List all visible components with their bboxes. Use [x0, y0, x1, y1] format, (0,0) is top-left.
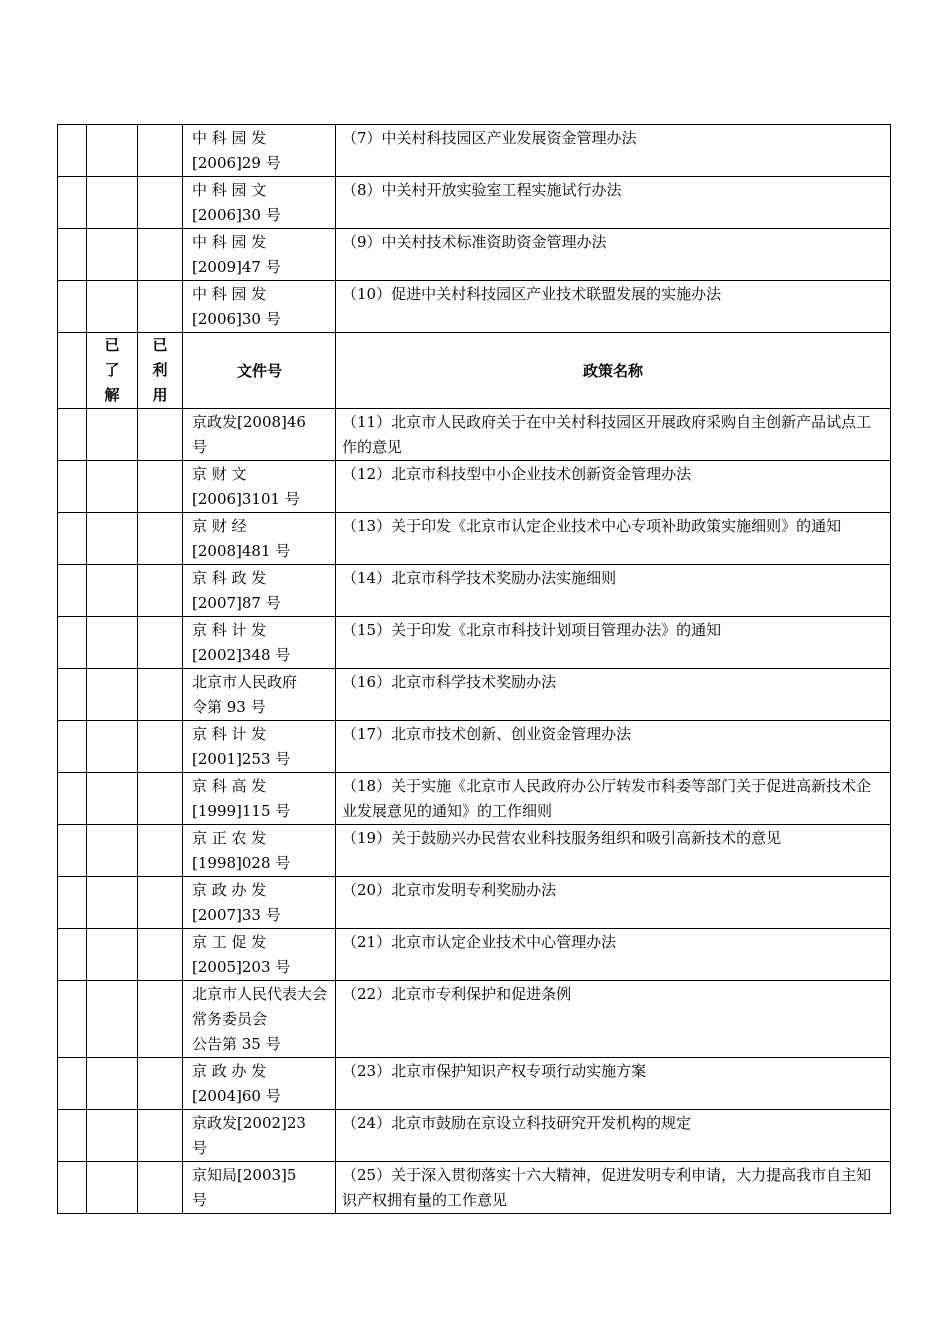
table-row [58, 125, 891, 177]
blank-left-cell [58, 929, 87, 981]
known-check-cell[interactable] [87, 1110, 138, 1162]
doc-number-line2: [2002]348 号 [192, 646, 291, 664]
doc-number-line1: 北京市人民政府 [192, 673, 298, 691]
doc-number-cell [183, 721, 336, 773]
doc-number-line1: 京 工 促 发 [192, 933, 267, 951]
doc-number-line1: 京政发[2008]46 [192, 413, 306, 431]
table-row [58, 177, 891, 229]
used-check-cell[interactable] [138, 617, 183, 669]
table-row [58, 229, 891, 281]
doc-number-cell [183, 1058, 336, 1110]
blank-left-cell [58, 565, 87, 617]
doc-number-line2: 号 [192, 438, 208, 456]
doc-number-cell [183, 1110, 336, 1162]
header-known-char-2: 了 [104, 361, 120, 379]
policy-name-cell: （20）北京市发明专利奖励办法 [336, 877, 891, 929]
blank-left-cell [58, 877, 87, 929]
table-row [58, 929, 891, 981]
doc-number-line1: 京 政 办 发 [192, 1062, 267, 1080]
doc-number-line1: 京 科 政 发 [192, 569, 267, 587]
table-row [58, 825, 891, 877]
known-check-cell[interactable] [87, 617, 138, 669]
doc-number-line2: [2007]33 号 [192, 906, 281, 924]
used-check-cell[interactable] [138, 565, 183, 617]
policy-name-cell: （22）北京市专利保护和促进条例 [336, 981, 891, 1058]
policy-name-cell: （23）北京市保护知识产权专项行动实施方案 [336, 1058, 891, 1110]
used-check-cell[interactable] [138, 981, 183, 1058]
policy-name-cell: （19）关于鼓励兴办民营农业科技服务组织和吸引高新技术的意见 [336, 825, 891, 877]
doc-number-cell [183, 125, 336, 177]
doc-number-line2: [2006]29 号 [192, 154, 281, 172]
used-check-cell[interactable] [138, 513, 183, 565]
known-check-cell[interactable] [87, 409, 138, 461]
doc-number-cell [183, 229, 336, 281]
policy-name-cell: （13）关于印发《北京市认定企业技术中心专项补助政策实施细则》的通知 [336, 513, 891, 565]
doc-number-cell [183, 409, 336, 461]
table-header-row [58, 333, 891, 409]
doc-number-cell [183, 177, 336, 229]
table-row [58, 617, 891, 669]
blank-left-cell [58, 461, 87, 513]
used-check-cell[interactable] [138, 409, 183, 461]
doc-number-line2: [2004]60 号 [192, 1087, 281, 1105]
doc-number-line1: 北京市人民代表大会常务委员会 [192, 985, 328, 1028]
known-check-cell[interactable] [87, 773, 138, 825]
known-check-cell[interactable] [87, 125, 138, 177]
doc-number-cell [183, 461, 336, 513]
policy-table-body-top [58, 125, 891, 333]
header-doc-no: 文件号 [183, 333, 336, 409]
used-check-cell[interactable] [138, 773, 183, 825]
doc-number-line2: [2005]203 号 [192, 958, 291, 976]
known-check-cell[interactable] [87, 281, 138, 333]
used-check-cell[interactable] [138, 1058, 183, 1110]
policy-name-cell: （10）促进中关村科技园区产业技术联盟发展的实施办法 [336, 281, 891, 333]
table-row [58, 669, 891, 721]
doc-number-line1: 京 正 农 发 [192, 829, 267, 847]
policy-name-cell: （14）北京市科学技术奖励办法实施细则 [336, 565, 891, 617]
table-row [58, 1110, 891, 1162]
table-row [58, 1162, 891, 1214]
known-check-cell[interactable] [87, 981, 138, 1058]
doc-number-line2: [2001]253 号 [192, 750, 291, 768]
used-check-cell[interactable] [138, 877, 183, 929]
header-used [138, 333, 183, 409]
known-check-cell[interactable] [87, 1058, 138, 1110]
doc-number-line1: 京知局[2003]5 [192, 1166, 297, 1184]
policy-name-cell: （17）北京市技术创新、创业资金管理办法 [336, 721, 891, 773]
doc-number-line2: 公告第 35 号 [192, 1035, 281, 1053]
table-row [58, 409, 891, 461]
known-check-cell[interactable] [87, 669, 138, 721]
blank-left-cell [58, 333, 87, 409]
policy-name-cell: （7）中关村科技园区产业发展资金管理办法 [336, 125, 891, 177]
used-check-cell[interactable] [138, 177, 183, 229]
doc-number-cell [183, 1162, 336, 1214]
known-check-cell[interactable] [87, 721, 138, 773]
blank-left-cell [58, 773, 87, 825]
header-known [87, 333, 138, 409]
policy-name-cell: （8）中关村开放实验室工程实施试行办法 [336, 177, 891, 229]
policy-name-cell: （25）关于深入贯彻落实十六大精神，促进发明专利申请，大力提高我市自主知识产权拥有量的工作意见 [336, 1162, 891, 1214]
blank-left-cell [58, 1162, 87, 1214]
policy-name-cell: （16）北京市科学技术奖励办法 [336, 669, 891, 721]
known-check-cell[interactable] [87, 565, 138, 617]
doc-number-line1: 中 科 园 文 [192, 181, 267, 199]
known-check-cell[interactable] [87, 177, 138, 229]
policy-table-header-section [58, 333, 891, 409]
policy-name-cell: （9）中关村技术标准资助资金管理办法 [336, 229, 891, 281]
blank-left-cell [58, 229, 87, 281]
blank-left-cell [58, 1110, 87, 1162]
table-row [58, 773, 891, 825]
doc-number-line1: 中 科 园 发 [192, 285, 267, 303]
doc-number-cell [183, 513, 336, 565]
doc-number-line2: [2006]30 号 [192, 206, 281, 224]
blank-left-cell [58, 669, 87, 721]
doc-number-cell [183, 877, 336, 929]
doc-number-line2: [2009]47 号 [192, 258, 281, 276]
known-check-cell[interactable] [87, 461, 138, 513]
header-known-char-3: 解 [104, 386, 120, 404]
used-check-cell[interactable] [138, 825, 183, 877]
known-check-cell[interactable] [87, 825, 138, 877]
doc-number-cell [183, 981, 336, 1058]
blank-left-cell [58, 617, 87, 669]
policy-name-cell: （24）北京市鼓励在京设立科技研究开发机构的规定 [336, 1110, 891, 1162]
used-check-cell[interactable] [138, 125, 183, 177]
table-row [58, 565, 891, 617]
table-row [58, 513, 891, 565]
header-used-char-3: 用 [152, 386, 168, 404]
doc-number-line1: 京 科 高 发 [192, 777, 267, 795]
table-row [58, 461, 891, 513]
doc-number-cell [183, 669, 336, 721]
used-check-cell[interactable] [138, 229, 183, 281]
doc-number-cell [183, 617, 336, 669]
blank-left-cell [58, 825, 87, 877]
doc-number-line2: [2008]481 号 [192, 542, 291, 560]
blank-left-cell [58, 125, 87, 177]
used-check-cell[interactable] [138, 461, 183, 513]
doc-number-line2: [2006]3101 号 [192, 490, 300, 508]
doc-number-line1: 京政发[2002]23 [192, 1114, 306, 1132]
doc-number-line2: [2006]30 号 [192, 310, 281, 328]
known-check-cell[interactable] [87, 513, 138, 565]
used-check-cell[interactable] [138, 669, 183, 721]
known-check-cell[interactable] [87, 1162, 138, 1214]
doc-number-line2: [2007]87 号 [192, 594, 281, 612]
doc-number-line2: 令第 93 号 [192, 698, 266, 716]
known-check-cell[interactable] [87, 877, 138, 929]
table-row [58, 981, 891, 1058]
policy-table-body-bottom [58, 409, 891, 1214]
policy-name-cell: （18）关于实施《北京市人民政府办公厅转发市科委等部门关于促进高新技术企业发展意见的通知》的工作细则 [336, 773, 891, 825]
doc-number-cell [183, 825, 336, 877]
known-check-cell[interactable] [87, 229, 138, 281]
table-row [58, 721, 891, 773]
doc-number-cell [183, 565, 336, 617]
used-check-cell[interactable] [138, 1162, 183, 1214]
blank-left-cell [58, 1058, 87, 1110]
doc-number-line2: 号 [192, 1191, 208, 1209]
used-check-cell[interactable] [138, 929, 183, 981]
header-used-char-1: 已 [152, 336, 168, 354]
blank-left-cell [58, 981, 87, 1058]
policy-name-cell: （12）北京市科技型中小企业技术创新资金管理办法 [336, 461, 891, 513]
doc-number-line2: 号 [192, 1139, 208, 1157]
doc-number-cell [183, 773, 336, 825]
blank-left-cell [58, 721, 87, 773]
doc-number-cell [183, 281, 336, 333]
table-row [58, 1058, 891, 1110]
doc-number-line2: [1998]028 号 [192, 854, 291, 872]
doc-number-line1: 京 科 计 发 [192, 725, 267, 743]
doc-number-cell [183, 929, 336, 981]
policy-table [57, 124, 891, 1214]
header-policy-name: 政策名称 [336, 333, 891, 409]
policy-name-cell: （11）北京市人民政府关于在中关村科技园区开展政府采购自主创新产品试点工作的意见 [336, 409, 891, 461]
header-known-char-1: 已 [104, 336, 120, 354]
doc-number-line1: 京 政 办 发 [192, 881, 267, 899]
used-check-cell[interactable] [138, 721, 183, 773]
blank-left-cell [58, 409, 87, 461]
doc-number-line1: 中 科 园 发 [192, 129, 267, 147]
used-check-cell[interactable] [138, 1110, 183, 1162]
blank-left-cell [58, 513, 87, 565]
policy-name-cell: （21）北京市认定企业技术中心管理办法 [336, 929, 891, 981]
policy-name-cell: （15）关于印发《北京市科技计划项目管理办法》的通知 [336, 617, 891, 669]
header-used-char-2: 利 [152, 361, 168, 379]
known-check-cell[interactable] [87, 929, 138, 981]
used-check-cell[interactable] [138, 281, 183, 333]
blank-left-cell [58, 281, 87, 333]
doc-number-line1: 京 财 文 [192, 465, 247, 483]
doc-number-line1: 京 财 经 [192, 517, 247, 535]
doc-number-line1: 京 科 计 发 [192, 621, 267, 639]
blank-left-cell [58, 177, 87, 229]
doc-number-line2: [1999]115 号 [192, 802, 291, 820]
table-row [58, 877, 891, 929]
table-row [58, 281, 891, 333]
doc-number-line1: 中 科 园 发 [192, 233, 267, 251]
